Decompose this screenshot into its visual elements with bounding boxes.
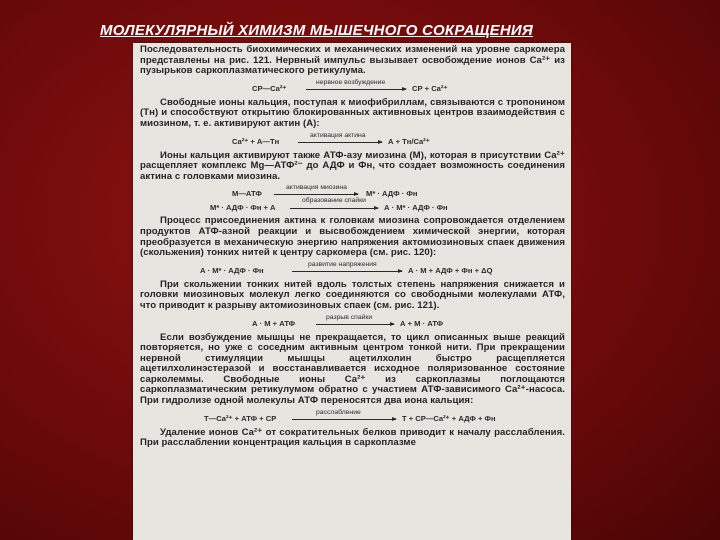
eq3-arrow-2 <box>290 208 378 209</box>
eq2-arrow-label: активация актина <box>310 131 366 139</box>
eq3-right-2: А · М* · АДФ · Фн <box>384 203 448 213</box>
eq3-arrow-1 <box>274 194 358 195</box>
eq5-arrow <box>316 324 394 325</box>
eq4-arrow <box>292 271 402 272</box>
slide-title: МОЛЕКУЛЯРНЫЙ ХИМИЗМ МЫШЕЧНОГО СОКРАЩЕНИЯ <box>100 22 534 39</box>
paragraph-3: Ионы кальция активируют также АТФ-азу миозина (М), которая в присутствии Ca²⁺ расщепляет комплекс Mg—АТФ²⁻ до АДФ и Фн, что создает возможность соединения актина с головками миозина. <box>140 149 565 182</box>
eq6-left: Т—Ca²⁺ + АТФ + СР <box>204 413 277 423</box>
eq4-right: А · М + АДФ + Фн + ΔQ <box>408 265 493 275</box>
equation-tension <box>140 261 565 278</box>
eq3-left-1: М—АТФ <box>232 189 262 199</box>
paragraph-5: При скольжении тонких нитей вдоль толстых степень напряжения снижается и головки миозиновых молекул легко соединяются со свободными молекулами АТФ, что приводит к разрыву актомиозиновых спаек (см. рис. 121). <box>140 278 565 311</box>
eq4-arrow-label: развитие напряжения <box>308 260 377 268</box>
eq2-right: А + Тн/Ca²⁺ <box>388 136 430 146</box>
eq1-right: СР + Ca²⁺ <box>412 83 448 93</box>
eq3-left-2: М* · АДФ · Фн + А <box>210 203 276 213</box>
eq1-left: СР—Ca²⁺ <box>252 83 287 93</box>
eq6-arrow <box>292 419 396 420</box>
scanned-page <box>133 43 571 540</box>
equation-calcium-release <box>140 79 565 96</box>
eq6-right: Т + СР—Ca²⁺ + АДФ + Фн <box>402 413 496 423</box>
paragraph-1: Последовательность биохимических и механических изменений на уровне саркомера представлены на рис. 121. Нервный импульс вызывает освобождение ионов Ca²⁺ из пузырьков саркоплазматического ретикулума. <box>140 44 565 77</box>
paragraph-7: Удаление ионов Ca²⁺ от сократительных белков приводит к началу расслабления. При расслаблении концентрация кальция в саркоплазме <box>140 426 565 449</box>
equation-bridge-break <box>140 314 565 331</box>
eq2-left: Ca²⁺ + А—Тн <box>232 136 280 146</box>
equation-relaxation <box>140 409 565 426</box>
eq6-arrow-label: расслабление <box>316 408 361 416</box>
paragraph-2: Свободные ионы кальция, поступая к миофибриллам, связываются с тропонином (Тн) и способствуют открытию блокированных активновых центров взаимодействия с миозином, т. е. активируют актин (А): <box>140 96 565 129</box>
paragraph-4: Процесс присоединения актина к головкам миозина сопровождается отделением продуктов АТФ-азной реакции и высвобождением химической энергии, которая преобразуется в механическую энергию напряжения актомиозиновых спаек движения (скольжения) тонких нитей к центру саркомера (см. рис. 120): <box>140 215 565 259</box>
eq5-left: А · М + АТФ <box>252 318 296 328</box>
eq5-arrow-label: разрыв спайки <box>326 313 373 321</box>
eq3-arrow-label-2: образование спайки <box>302 197 366 205</box>
equation-myosin-activation <box>140 184 565 214</box>
eq1-arrow <box>306 89 406 90</box>
paragraph-6: Если возбуждение мышцы не прекращается, то цикл описанных выше реакций повторяется, но уже с соседним активным центром тонкой нити. При прекращении нервной стимуляции мышцы ацетилхолин быстро расщепляется ацетилхолинэстеразой и восстанавливается исходное поляризованное состояние сарколеммы. Свободные ионы Ca²⁺ из саркоплазмы поглощаются саркоплазматическим ретикулумом обратно с участием АТФ-зависимого Ca²⁺-насоса. При гидролизе одной молекулы АТФ переносятся два иона кальция: <box>140 331 565 407</box>
eq1-arrow-label: нервное возбуждение <box>316 78 386 86</box>
eq2-arrow <box>298 142 382 143</box>
eq5-right: А + М · АТФ <box>400 318 444 328</box>
equation-actin-activation <box>140 132 565 149</box>
eq4-left: А · М* · АДФ · Фн <box>200 265 264 275</box>
eq3-right-1: М* · АДФ · Фн <box>366 189 418 199</box>
eq3-arrow-label-1: активация миозина <box>286 184 347 192</box>
